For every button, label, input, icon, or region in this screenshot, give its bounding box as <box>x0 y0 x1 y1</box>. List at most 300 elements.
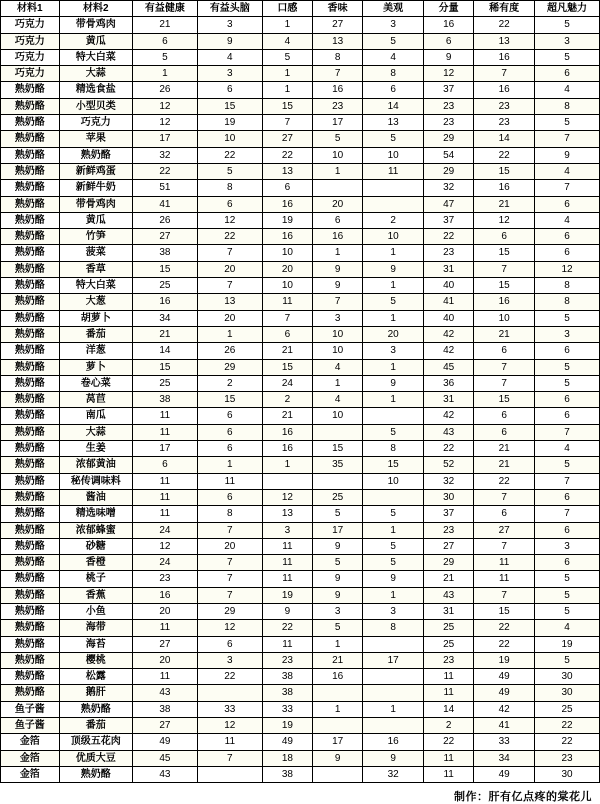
cell-value: 9 <box>313 750 363 766</box>
table-row <box>1 131 600 147</box>
cell-ingredient2: 新鲜牛奶 <box>59 180 132 196</box>
cell-value: 2 <box>262 392 312 408</box>
cell-value: 4 <box>313 359 363 375</box>
cell-value: 1 <box>313 636 363 652</box>
cell-value: 11 <box>132 489 197 505</box>
cell-value: 38 <box>262 766 312 782</box>
cell-value: 11 <box>132 424 197 440</box>
cell-value: 1 <box>363 392 424 408</box>
cell-value: 19 <box>197 115 262 131</box>
cell-value <box>363 196 424 212</box>
cell-value: 15 <box>363 457 424 473</box>
cell-value: 31 <box>424 603 474 619</box>
cell-value: 19 <box>262 718 312 734</box>
cell-value: 5 <box>535 375 600 391</box>
cell-value: 7 <box>474 587 535 603</box>
table-row <box>1 750 600 766</box>
cell-ingredient1: 熟奶酪 <box>1 392 60 408</box>
cell-value: 5 <box>363 506 424 522</box>
cell-value: 10 <box>313 408 363 424</box>
cell-value: 1 <box>313 163 363 179</box>
cell-value: 11 <box>262 555 312 571</box>
cell-value: 11 <box>197 473 262 489</box>
cell-ingredient2: 熟奶酪 <box>59 147 132 163</box>
cell-value: 9 <box>197 33 262 49</box>
cell-value: 1 <box>363 310 424 326</box>
cell-value: 10 <box>313 343 363 359</box>
cell-ingredient1: 巧克力 <box>1 33 60 49</box>
cell-value <box>197 685 262 701</box>
table-row <box>1 685 600 701</box>
table-row <box>1 261 600 277</box>
cell-ingredient2: 黄瓜 <box>59 212 132 228</box>
table-row <box>1 620 600 636</box>
cell-value: 6 <box>197 489 262 505</box>
cell-ingredient1: 熟奶酪 <box>1 636 60 652</box>
cell-value: 7 <box>197 555 262 571</box>
cell-value: 38 <box>132 245 197 261</box>
cell-value <box>313 180 363 196</box>
cell-value: 27 <box>474 522 535 538</box>
cell-value: 6 <box>535 392 600 408</box>
cell-value: 9 <box>313 538 363 554</box>
cell-ingredient2: 顶级五花肉 <box>59 734 132 750</box>
cell-ingredient1: 熟奶酪 <box>1 326 60 342</box>
cell-value: 23 <box>424 98 474 114</box>
column-header-charm: 超凡魅力 <box>535 1 600 17</box>
table-row <box>1 33 600 49</box>
cell-ingredient1: 熟奶酪 <box>1 375 60 391</box>
table-body <box>1 17 600 783</box>
cell-value: 16 <box>313 229 363 245</box>
cell-value: 40 <box>424 278 474 294</box>
cell-value: 1 <box>262 66 312 82</box>
cell-value: 49 <box>262 734 312 750</box>
cell-ingredient1: 熟奶酪 <box>1 82 60 98</box>
cell-value: 23 <box>424 652 474 668</box>
cell-value: 16 <box>262 229 312 245</box>
cell-value: 15 <box>262 359 312 375</box>
cell-value: 11 <box>262 294 312 310</box>
cell-value: 37 <box>424 212 474 228</box>
cell-value: 25 <box>313 489 363 505</box>
cell-value: 47 <box>424 196 474 212</box>
cell-value: 12 <box>197 212 262 228</box>
cell-value: 23 <box>313 98 363 114</box>
cell-value: 25 <box>535 701 600 717</box>
table-row <box>1 326 600 342</box>
cell-value: 9 <box>535 147 600 163</box>
cell-ingredient2: 带骨鸡肉 <box>59 17 132 33</box>
cell-ingredient1: 熟奶酪 <box>1 261 60 277</box>
cell-value: 5 <box>363 294 424 310</box>
cell-value: 29 <box>424 555 474 571</box>
table-row <box>1 718 600 734</box>
cell-ingredient1: 熟奶酪 <box>1 457 60 473</box>
cell-value <box>313 424 363 440</box>
cell-value: 23 <box>262 652 312 668</box>
cell-value: 16 <box>424 17 474 33</box>
table-row <box>1 212 600 228</box>
cell-value: 11 <box>262 571 312 587</box>
cell-ingredient2: 香草 <box>59 261 132 277</box>
cell-value: 13 <box>313 33 363 49</box>
cell-value: 16 <box>313 669 363 685</box>
cell-value: 16 <box>474 180 535 196</box>
cell-value: 7 <box>535 424 600 440</box>
cell-ingredient1: 熟奶酪 <box>1 669 60 685</box>
cell-ingredient1: 熟奶酪 <box>1 587 60 603</box>
cell-value: 5 <box>535 310 600 326</box>
cell-value: 7 <box>313 294 363 310</box>
cell-value: 22 <box>424 229 474 245</box>
cell-value: 5 <box>197 163 262 179</box>
table-row <box>1 310 600 326</box>
cell-value: 15 <box>474 603 535 619</box>
cell-value: 5 <box>363 131 424 147</box>
cell-ingredient2: 优质大豆 <box>59 750 132 766</box>
cell-value: 23 <box>535 750 600 766</box>
cell-value: 6 <box>197 82 262 98</box>
cell-value: 9 <box>313 587 363 603</box>
cell-ingredient1: 熟奶酪 <box>1 131 60 147</box>
cell-value: 11 <box>132 473 197 489</box>
cell-ingredient2: 生姜 <box>59 441 132 457</box>
cell-value: 4 <box>535 212 600 228</box>
cell-ingredient1: 熟奶酪 <box>1 473 60 489</box>
cell-value: 22 <box>535 734 600 750</box>
cell-ingredient2: 番茄 <box>59 718 132 734</box>
table-row <box>1 766 600 782</box>
cell-value: 11 <box>424 750 474 766</box>
cell-ingredient1: 熟奶酪 <box>1 538 60 554</box>
table-row <box>1 555 600 571</box>
cell-value: 32 <box>424 180 474 196</box>
cell-value: 7 <box>197 278 262 294</box>
cell-value: 29 <box>424 131 474 147</box>
cell-value: 9 <box>313 571 363 587</box>
cell-value: 9 <box>363 571 424 587</box>
cell-ingredient2: 香橙 <box>59 555 132 571</box>
cell-value: 2 <box>424 718 474 734</box>
cell-ingredient1: 熟奶酪 <box>1 98 60 114</box>
cell-value: 15 <box>132 261 197 277</box>
cell-value: 11 <box>262 636 312 652</box>
cell-value: 29 <box>197 603 262 619</box>
cell-value: 38 <box>262 685 312 701</box>
cell-value: 36 <box>424 375 474 391</box>
table-row <box>1 196 600 212</box>
cell-value <box>363 180 424 196</box>
table-row <box>1 506 600 522</box>
cell-value: 15 <box>313 441 363 457</box>
cell-value: 5 <box>313 620 363 636</box>
cell-value: 16 <box>474 82 535 98</box>
cell-ingredient2: 浓郁黄油 <box>59 457 132 473</box>
cell-value: 6 <box>535 245 600 261</box>
cell-ingredient1: 熟奶酪 <box>1 685 60 701</box>
cell-value: 24 <box>262 375 312 391</box>
cell-value: 38 <box>132 701 197 717</box>
cell-value: 5 <box>363 424 424 440</box>
cell-value: 15 <box>474 163 535 179</box>
cell-value: 12 <box>132 98 197 114</box>
cell-value: 16 <box>313 82 363 98</box>
cell-value: 43 <box>132 766 197 782</box>
cell-value: 15 <box>474 392 535 408</box>
cell-value: 13 <box>262 506 312 522</box>
cell-ingredient2: 精选味噌 <box>59 506 132 522</box>
cell-value: 22 <box>197 669 262 685</box>
cell-value: 27 <box>132 718 197 734</box>
cell-value: 14 <box>424 701 474 717</box>
cell-value: 5 <box>535 49 600 65</box>
cell-value: 3 <box>363 603 424 619</box>
cell-value: 23 <box>424 245 474 261</box>
cell-value: 6 <box>535 196 600 212</box>
cell-value: 5 <box>535 457 600 473</box>
table-row <box>1 538 600 554</box>
table-row <box>1 245 600 261</box>
cell-ingredient1: 熟奶酪 <box>1 343 60 359</box>
cell-ingredient2: 巧克力 <box>59 115 132 131</box>
cell-ingredient1: 巧克力 <box>1 49 60 65</box>
cell-value: 22 <box>535 718 600 734</box>
cell-ingredient2: 精选食盐 <box>59 82 132 98</box>
cell-value: 15 <box>197 98 262 114</box>
cell-value: 43 <box>424 587 474 603</box>
cell-value: 11 <box>424 685 474 701</box>
cell-value: 54 <box>424 147 474 163</box>
table-row <box>1 424 600 440</box>
cell-value: 22 <box>262 147 312 163</box>
cell-value: 13 <box>474 33 535 49</box>
cell-value: 49 <box>474 669 535 685</box>
cell-value: 45 <box>424 359 474 375</box>
cell-value: 5 <box>535 587 600 603</box>
cell-value: 20 <box>132 603 197 619</box>
column-header-ingredient1: 材料1 <box>1 1 60 17</box>
table-row <box>1 375 600 391</box>
cell-value: 11 <box>424 766 474 782</box>
cell-value: 3 <box>535 538 600 554</box>
cell-value: 19 <box>535 636 600 652</box>
table-row <box>1 294 600 310</box>
cell-ingredient2: 桃子 <box>59 571 132 587</box>
cell-value: 7 <box>535 473 600 489</box>
table-row <box>1 82 600 98</box>
cell-value: 7 <box>197 750 262 766</box>
cell-value: 3 <box>535 326 600 342</box>
cell-value: 9 <box>424 49 474 65</box>
cell-ingredient1: 熟奶酪 <box>1 603 60 619</box>
cell-value: 4 <box>535 163 600 179</box>
cell-value: 10 <box>262 278 312 294</box>
cell-value: 32 <box>363 766 424 782</box>
column-header-ingredient2: 材料2 <box>59 1 132 17</box>
cell-value: 1 <box>313 701 363 717</box>
cell-value <box>363 636 424 652</box>
cell-value: 4 <box>363 49 424 65</box>
cell-value: 3 <box>363 17 424 33</box>
cell-value: 1 <box>313 375 363 391</box>
cell-value: 29 <box>424 163 474 179</box>
table-row <box>1 603 600 619</box>
cell-value: 21 <box>132 326 197 342</box>
table-row <box>1 669 600 685</box>
column-header-taste: 口感 <box>262 1 312 17</box>
table-row <box>1 734 600 750</box>
header-row <box>1 1 600 17</box>
cell-value: 17 <box>363 652 424 668</box>
cell-value: 6 <box>474 506 535 522</box>
cell-value: 6 <box>197 636 262 652</box>
cell-value <box>313 685 363 701</box>
cell-value: 21 <box>424 571 474 587</box>
cell-value <box>363 718 424 734</box>
cell-value: 42 <box>424 326 474 342</box>
table-row <box>1 343 600 359</box>
cell-value: 5 <box>363 555 424 571</box>
cell-value: 22 <box>262 620 312 636</box>
cell-value: 5 <box>313 506 363 522</box>
cell-value: 8 <box>535 278 600 294</box>
cell-value: 41 <box>132 196 197 212</box>
cell-value: 15 <box>262 98 312 114</box>
cell-value: 34 <box>132 310 197 326</box>
table-row <box>1 587 600 603</box>
cell-value: 23 <box>424 522 474 538</box>
cell-ingredient2: 熟奶酪 <box>59 766 132 782</box>
cell-ingredient1: 熟奶酪 <box>1 441 60 457</box>
cell-value: 9 <box>363 750 424 766</box>
cell-value: 10 <box>474 310 535 326</box>
cell-value: 49 <box>474 685 535 701</box>
table-row <box>1 359 600 375</box>
cell-value: 11 <box>197 734 262 750</box>
cell-value: 6 <box>197 441 262 457</box>
cell-value: 1 <box>262 82 312 98</box>
cell-value: 19 <box>474 652 535 668</box>
cell-value: 11 <box>132 620 197 636</box>
cell-ingredient2: 酱油 <box>59 489 132 505</box>
cell-ingredient1: 熟奶酪 <box>1 620 60 636</box>
cell-value: 7 <box>535 131 600 147</box>
cell-ingredient1: 熟奶酪 <box>1 571 60 587</box>
cell-value: 14 <box>363 98 424 114</box>
cell-ingredient2: 南瓜 <box>59 408 132 424</box>
table-row <box>1 636 600 652</box>
cell-value: 5 <box>535 652 600 668</box>
cell-value: 40 <box>424 310 474 326</box>
cell-value: 16 <box>262 441 312 457</box>
cell-value: 10 <box>313 326 363 342</box>
cell-value: 23 <box>474 115 535 131</box>
cell-value: 4 <box>535 620 600 636</box>
table-row <box>1 441 600 457</box>
cell-value: 13 <box>197 294 262 310</box>
cell-value: 29 <box>197 359 262 375</box>
cell-value <box>363 489 424 505</box>
cell-value: 6 <box>132 457 197 473</box>
table-row <box>1 147 600 163</box>
cell-value: 2 <box>363 212 424 228</box>
credit-footer: 制作：肝有亿点疼的棠花儿 <box>454 791 592 804</box>
cell-value: 8 <box>197 506 262 522</box>
cell-value: 23 <box>474 98 535 114</box>
cell-ingredient2: 小鱼 <box>59 603 132 619</box>
cell-value: 3 <box>313 603 363 619</box>
cell-value: 6 <box>535 555 600 571</box>
cell-ingredient2: 新鲜鸡蛋 <box>59 163 132 179</box>
cell-value: 7 <box>474 538 535 554</box>
cell-value: 1 <box>363 245 424 261</box>
cell-value: 24 <box>132 522 197 538</box>
cell-ingredient1: 金箔 <box>1 734 60 750</box>
cell-value: 4 <box>535 82 600 98</box>
cell-value: 16 <box>132 294 197 310</box>
cell-value: 12 <box>262 489 312 505</box>
cell-value: 23 <box>424 115 474 131</box>
cell-value: 12 <box>197 620 262 636</box>
table-row <box>1 489 600 505</box>
cell-value: 10 <box>363 473 424 489</box>
cell-ingredient1: 鱼子酱 <box>1 701 60 717</box>
cell-value: 1 <box>262 457 312 473</box>
cell-value: 8 <box>197 180 262 196</box>
cell-value: 5 <box>535 603 600 619</box>
cell-ingredient2: 砂糖 <box>59 538 132 554</box>
cell-ingredient1: 熟奶酪 <box>1 294 60 310</box>
cell-value: 21 <box>313 652 363 668</box>
cell-value: 9 <box>262 603 312 619</box>
cell-ingredient1: 熟奶酪 <box>1 229 60 245</box>
cell-value: 4 <box>313 392 363 408</box>
cell-ingredient2: 大蒜 <box>59 424 132 440</box>
cell-value: 7 <box>535 506 600 522</box>
cell-value: 6 <box>474 424 535 440</box>
cell-value: 42 <box>424 408 474 424</box>
cell-ingredient1: 熟奶酪 <box>1 652 60 668</box>
cell-value: 11 <box>132 408 197 424</box>
cell-ingredient1: 巧克力 <box>1 17 60 33</box>
cell-value: 20 <box>132 652 197 668</box>
cell-ingredient2: 香蕉 <box>59 587 132 603</box>
cell-value: 1 <box>363 701 424 717</box>
cell-value: 15 <box>474 245 535 261</box>
column-header-mind: 有益头脑 <box>197 1 262 17</box>
cell-value: 9 <box>363 375 424 391</box>
table-row <box>1 278 600 294</box>
cell-value: 21 <box>262 343 312 359</box>
table-row <box>1 457 600 473</box>
cell-value: 30 <box>535 766 600 782</box>
cell-value: 8 <box>363 441 424 457</box>
column-header-aroma: 香味 <box>313 1 363 17</box>
cell-value: 6 <box>262 326 312 342</box>
cell-ingredient2: 特大白菜 <box>59 278 132 294</box>
cell-value: 16 <box>474 294 535 310</box>
cell-value: 2 <box>197 375 262 391</box>
cell-value: 5 <box>535 17 600 33</box>
cell-value: 5 <box>313 555 363 571</box>
cell-value: 15 <box>132 359 197 375</box>
cell-value: 21 <box>474 196 535 212</box>
cell-value: 7 <box>262 115 312 131</box>
cell-value: 20 <box>197 538 262 554</box>
cell-value: 9 <box>313 261 363 277</box>
cell-value: 3 <box>197 17 262 33</box>
